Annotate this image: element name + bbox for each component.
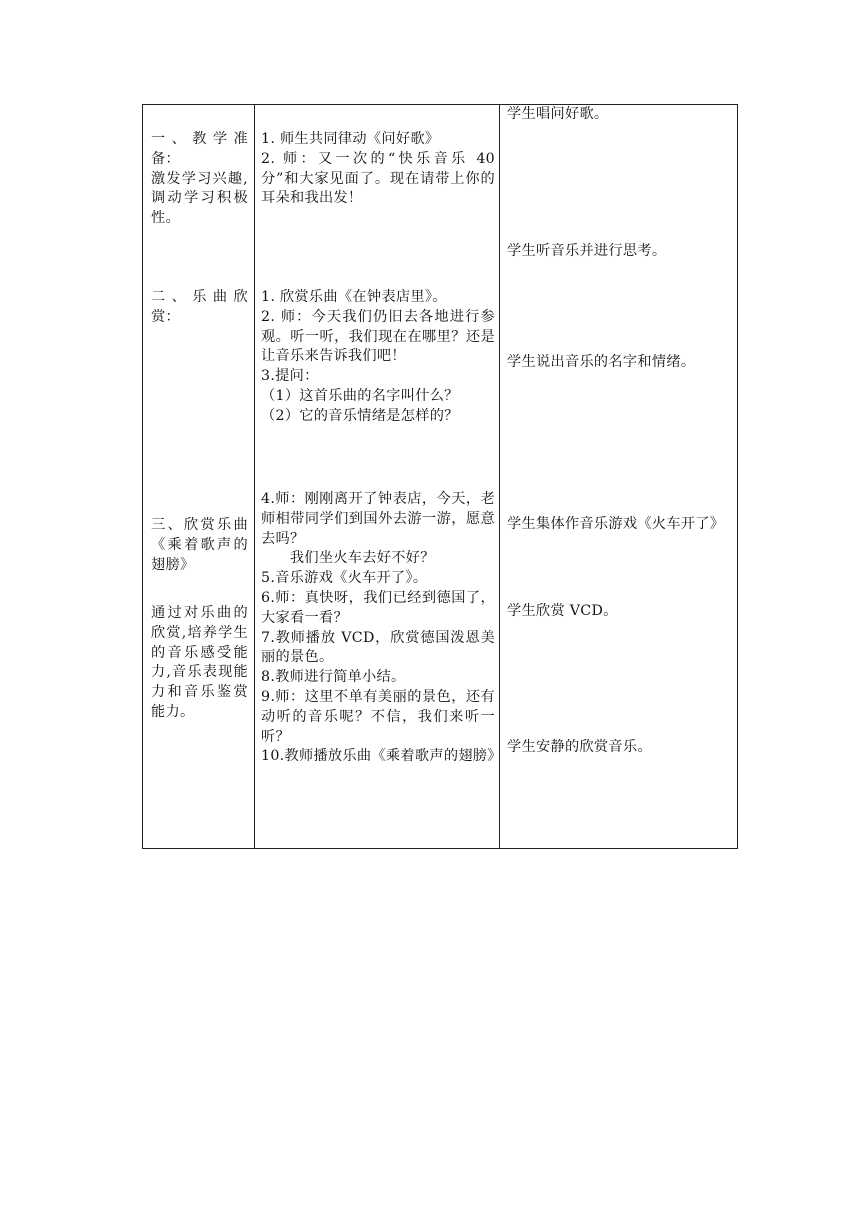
student-activity-1: 学生唱问好歌。 <box>507 106 609 122</box>
section-1-heading: 一、教学准备： 激发学习兴趣,调动学习积极性。 <box>151 131 248 227</box>
teacher-activity-column <box>255 105 502 848</box>
section-2-heading: 二、乐曲欣赏： <box>151 289 248 325</box>
student-activity-column <box>500 105 737 848</box>
teacher-activity-3: 4.师：刚刚离开了钟表店，今天，老师相带同学们到国外去游一游，愿意去吗？ 我们坐火车去好不好？ 5.音乐游戏《火车开了》。 6.师：真快呀，我们已经到德国了，大家看一看？ 7.教师播放 VCD，欣赏德国泼恩美丽的景色。 8.教师进行简单小结。 9.师：这里不单有美丽的景色，还有动听的音乐呢？不信，我们来听一听？ 10.教师播放乐曲《乘着歌声的翅膀》 <box>261 491 502 765</box>
student-activity-2: 学生听音乐并进行思考。 <box>507 243 667 259</box>
section-3-goal: 通过对乐曲的欣赏,培养学生的音乐感受能力,音乐表现能力和音乐鉴赏能力。 <box>151 605 248 720</box>
student-activity-3: 学生说出音乐的名字和情绪。 <box>507 354 696 370</box>
teacher-activity-2: 1. 欣赏乐曲《在钟表店里》。 2. 师：今天我们仍旧去各地进行参观。听一听，我们现在在哪里？还是让音乐来告诉我们吧！ 3.提问： （1）这首乐曲的名字叫什么？ （2）它的音乐情绪是怎样的？ <box>261 289 495 424</box>
student-activity-4: 学生集体作音乐游戏《火车开了》 <box>507 516 725 532</box>
student-activity-5: 学生欣赏 VCD。 <box>507 603 618 619</box>
teacher-activity-1: 1. 师生共同律动《问好歌》 2. 师：又一次的“快乐音乐 40 分”和大家见面了。现在请带上你的耳朵和我出发！ <box>261 131 495 207</box>
section-3-heading: 三、欣赏乐曲《乘着歌声的翅膀》 <box>151 517 248 573</box>
lesson-plan-table <box>142 104 738 849</box>
student-activity-6: 学生安静的欣赏音乐。 <box>507 739 652 755</box>
teaching-goals-column <box>143 105 254 848</box>
